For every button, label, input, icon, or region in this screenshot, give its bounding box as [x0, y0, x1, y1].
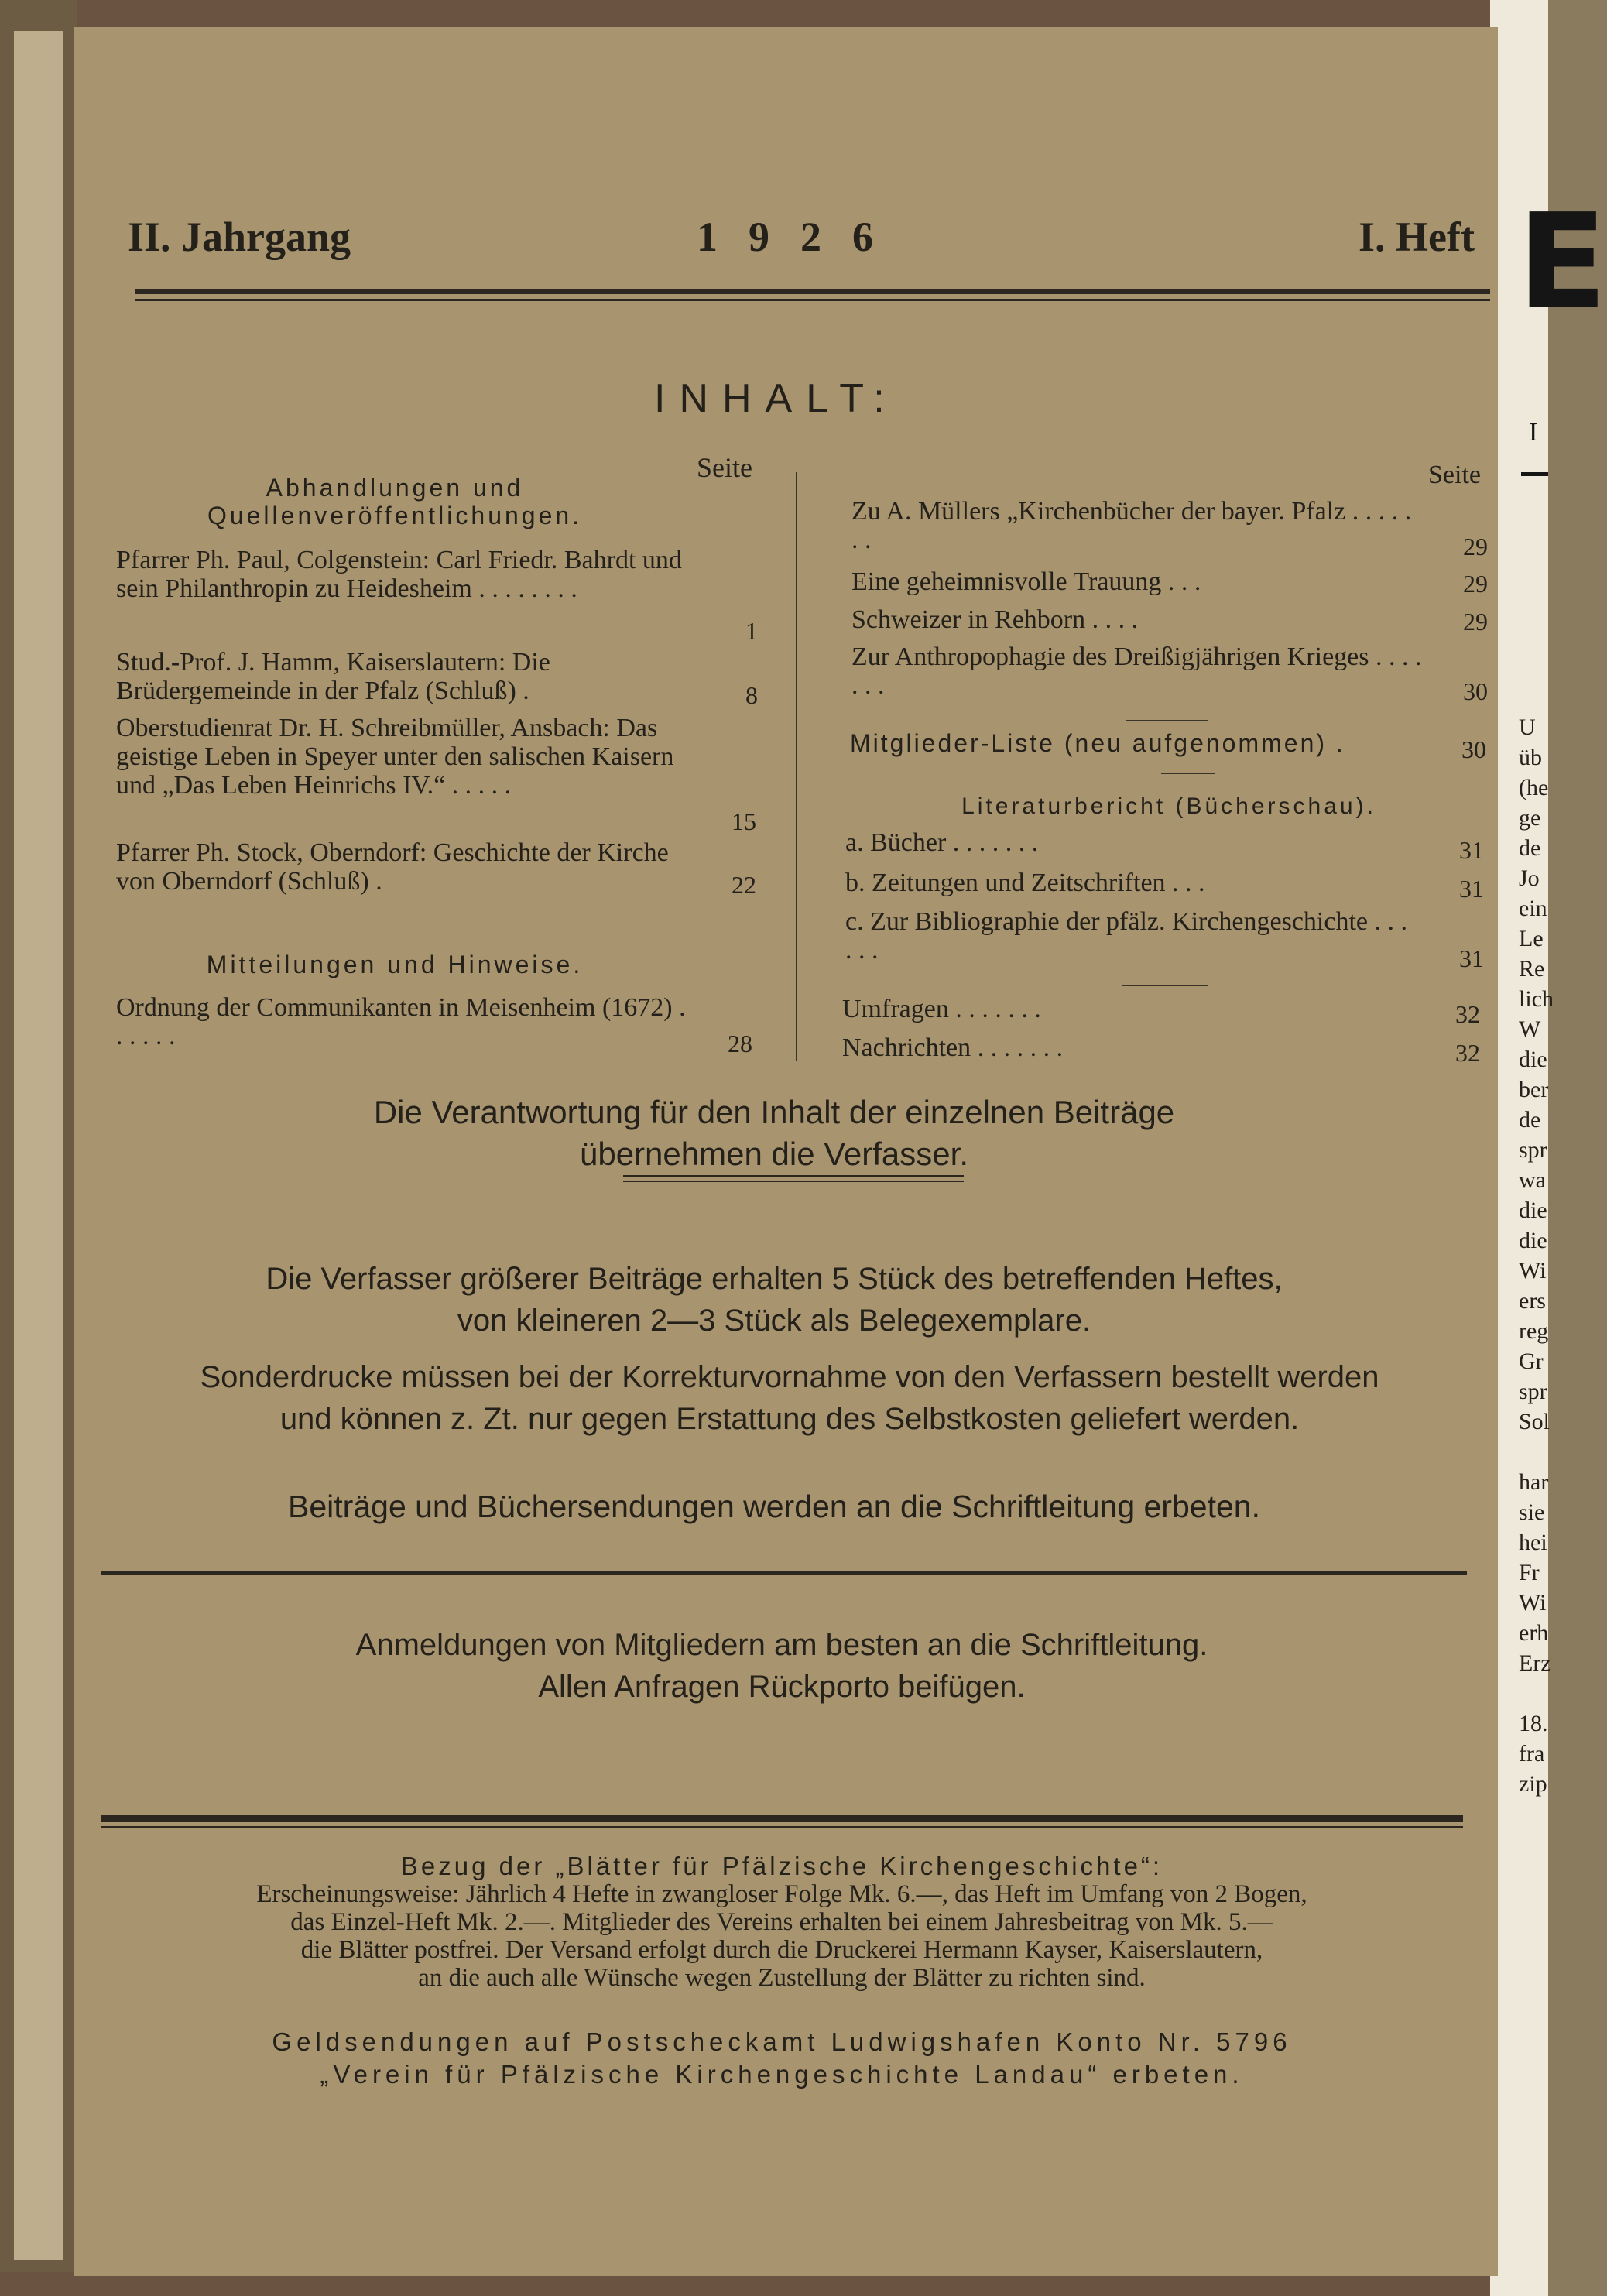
adjacent-page-fragment: sie — [1519, 1499, 1545, 1525]
notice-line: Allen Anfragen Rückporto beifügen. — [538, 1670, 1026, 1704]
toc-entry-title: Mitglieder-Liste (neu aufgenommen) . — [850, 729, 1345, 757]
subscription-line: die Blätter postfrei. Der Versand erfolgt durch die Druckerei Hermann Kayser, Kaiserslautern, — [300, 1936, 1263, 1964]
toc-entry-page: 22 — [732, 871, 756, 899]
toc-entry — [851, 497, 1424, 554]
adjacent-page-fragment: erh — [1519, 1620, 1549, 1646]
adjacent-page-fragment: üb — [1519, 745, 1542, 770]
short-rule — [1161, 773, 1215, 774]
decorative-rule — [623, 1175, 964, 1177]
toc-entry-title: c. Zur Bibliographie der pfälz. Kirchengeschichte . . . . . . — [845, 907, 1408, 965]
toc-entry-page: 30 — [1463, 677, 1488, 705]
adjacent-page-fragment: de — [1519, 835, 1541, 861]
toc-entry — [845, 907, 1418, 965]
notice-line: Anmeldungen von Mitgliedern am besten an die Schriftleitung. — [355, 1628, 1208, 1662]
adjacent-page-fragment: spr — [1519, 1137, 1547, 1163]
adjacent-page-fragment: Jo — [1519, 865, 1540, 891]
toc-entry-page: 8 — [745, 681, 758, 709]
notice-line: Sonderdrucke müssen bei der Korrekturvornahme von den Verfassern bestellt werden — [200, 1360, 1379, 1394]
toc-entry-title: a. Bücher . . . . . . . — [845, 828, 1039, 857]
notice-line: Die Verantwortung für den Inhalt der einzelnen Beiträge — [373, 1094, 1175, 1130]
toc-entry — [842, 995, 1415, 1023]
notice-line: Die Verfasser größerer Beiträge erhalten 5 Stück des betreffenden Heftes, — [266, 1262, 1283, 1296]
adjacent-page-fragment: Wi — [1519, 1258, 1547, 1283]
adjacent-page-fragment: Erz — [1519, 1650, 1551, 1676]
adjacent-page-text — [1519, 712, 1554, 1799]
adjacent-page-fragment: die — [1519, 1228, 1547, 1253]
adjacent-page-fragment: spr — [1519, 1379, 1547, 1404]
toc-entry-page: 1 — [745, 617, 758, 645]
toc-entry-page: 28 — [728, 1030, 752, 1057]
subscription-heading: Bezug der „Blätter für Pfälzische Kirchengeschichte“: — [400, 1852, 1163, 1880]
toc-entry — [851, 605, 1424, 634]
adjacent-page-fragment: W — [1519, 1016, 1541, 1042]
toc-entry-page: 29 — [1463, 608, 1488, 636]
toc-entry-title: Eine geheimnisvolle Trauung . . . — [851, 567, 1201, 596]
toc-entry-members — [850, 729, 1454, 758]
volume-label: II. Jahrgang — [128, 214, 351, 260]
header-rule-thin — [135, 299, 1490, 301]
section-heading-line: Abhandlungen und — [266, 474, 524, 502]
page-column-label-left: Seite — [697, 452, 752, 483]
adjacent-page-initial: E — [1517, 186, 1607, 339]
decorative-rule — [623, 1181, 964, 1182]
toc-entry — [116, 838, 689, 896]
section-heading-treatises — [116, 474, 673, 529]
adjacent-page-fragment: ein — [1519, 896, 1547, 921]
payment-line: Geldsendungen auf Postscheckamt Ludwigshafen Konto Nr. 5796 — [272, 2027, 1292, 2056]
adjacent-page-fragment: de — [1519, 1107, 1541, 1133]
column-divider — [796, 472, 797, 1061]
adjacent-page-fragment: (he — [1519, 775, 1549, 800]
responsibility-notice — [186, 1091, 1362, 1175]
adjacent-page-fragment — [1519, 1678, 1554, 1708]
toc-entry-page: 29 — [1463, 570, 1488, 598]
adjacent-page-fragment: har — [1519, 1469, 1549, 1495]
adjacent-page-fragment: ge — [1519, 805, 1541, 831]
page-column-label-right: Seite — [1428, 461, 1481, 489]
subscription-line: Erscheinungsweise: Jährlich 4 Hefte in zwangloser Folge Mk. 6.—, das Heft im Umfang von 2 Bogen, — [256, 1880, 1307, 1908]
toc-entry-page: 15 — [732, 807, 756, 835]
binding-top-band — [0, 0, 1548, 31]
adjacent-page-fragment: lich — [1519, 986, 1554, 1012]
notice-line: übernehmen die Verfasser. — [580, 1136, 968, 1172]
short-rule — [1122, 985, 1208, 986]
adjacent-page-fragment: fra — [1519, 1741, 1545, 1767]
notice-line: von kleineren 2—3 Stück als Belegexemplare. — [457, 1304, 1091, 1338]
toc-entry-page: 31 — [1459, 944, 1484, 972]
section-rule-thin — [101, 1826, 1463, 1828]
toc-entry-page: 31 — [1459, 836, 1484, 864]
adjacent-page-rule — [1521, 472, 1548, 476]
adjacent-page-fragment: ber — [1519, 1077, 1549, 1102]
toc-entry — [116, 648, 689, 705]
submissions-notice: Beiträge und Büchersendungen werden an die Schriftleitung erbeten. — [288, 1489, 1260, 1524]
toc-entry-title: Umfragen . . . . . . . — [842, 995, 1041, 1023]
toc-entry — [845, 828, 1418, 857]
toc-entry-page: 32 — [1455, 1000, 1480, 1028]
adjacent-page-fragment — [1519, 1437, 1554, 1467]
toc-entry — [116, 714, 704, 800]
issue-label: I. Heft — [1359, 214, 1475, 260]
short-rule — [1126, 720, 1208, 721]
adjacent-page-fragment: 18. — [1519, 1711, 1548, 1736]
adjacent-page-fragment: hei — [1519, 1530, 1547, 1555]
adjacent-page-fragment: die — [1519, 1198, 1547, 1223]
toc-entry — [845, 869, 1418, 897]
adjacent-page-fragment: Wi — [1519, 1590, 1547, 1616]
section-rule — [101, 1571, 1467, 1575]
toc-entry — [116, 993, 689, 1050]
adjacent-page-fragment: Re — [1519, 956, 1545, 982]
payment-block — [116, 2026, 1448, 2091]
membership-notice — [116, 1624, 1448, 1708]
toc-entry-title: Stud.-Prof. J. Hamm, Kaiserslautern: Die Brüdergemeinde in der Pfalz (Schluß) . — [116, 648, 550, 705]
toc-entry-title: Oberstudienrat Dr. H. Schreibmüller, Ansbach: Das geistige Leben in Speyer unter den salischen Kaisern und „Das Leben Heinrichs IV.“ . . . . . — [116, 714, 674, 800]
adjacent-page-fragment: Le — [1519, 926, 1544, 951]
adjacent-page-fragment: die — [1519, 1047, 1547, 1072]
toc-entry-page: 30 — [1461, 735, 1486, 763]
section-heading-literature: Literaturbericht (Bücherschau). — [961, 793, 1376, 819]
adjacent-page-fragment: Fr — [1519, 1560, 1540, 1585]
toc-entry — [851, 643, 1424, 700]
section-heading-notes: Mitteilungen und Hinweise. — [206, 951, 584, 978]
contents-title: INHALT: — [654, 376, 899, 421]
subscription-line: das Einzel-Heft Mk. 2.—. Mitglieder des Vereins erhalten bei einem Jahresbeitrag von Mk. 5.— — [290, 1908, 1273, 1936]
section-rule-heavy — [101, 1815, 1463, 1822]
offprints-notice — [101, 1356, 1479, 1440]
toc-entry-title: Pfarrer Ph. Paul, Colgenstein: Carl Friedr. Bahrdt und sein Philanthropin zu Heidesheim . . . . . . . . — [116, 546, 682, 603]
adjacent-page-fragment: reg — [1519, 1318, 1549, 1344]
subscription-block — [85, 1852, 1479, 1992]
header-rule — [135, 289, 1490, 294]
payment-line: „Verein für Pfälzische Kirchengeschichte Landau“ erbeten. — [320, 2060, 1244, 2089]
adjacent-page-fragment: zip — [1519, 1771, 1547, 1797]
toc-entry-title: Pfarrer Ph. Stock, Oberndorf: Geschichte der Kirche von Oberndorf (Schluß) . — [116, 838, 669, 896]
adjacent-page-fragment: ers — [1519, 1288, 1546, 1314]
toc-entry-page: 31 — [1459, 875, 1484, 903]
adjacent-page-fragment: Gr — [1519, 1348, 1544, 1374]
toc-entry-title: Zur Anthropophagie des Dreißigjährigen Krieges . . . . . . . — [851, 643, 1422, 700]
toc-entry-title: Ordnung der Communikanten in Meisenheim (1672) . . . . . . — [116, 993, 686, 1050]
toc-entry-page: 29 — [1463, 533, 1488, 560]
adjacent-page-fragment: wa — [1519, 1167, 1546, 1193]
toc-entry-title: Zu A. Müllers „Kirchenbücher der bayer. Pfalz . . . . . . . — [851, 497, 1412, 554]
page-edges — [14, 31, 63, 2260]
author-copies-notice — [116, 1258, 1432, 1342]
toc-entry — [851, 567, 1424, 596]
toc-entry — [842, 1033, 1415, 1062]
adjacent-page-letter: I — [1529, 418, 1538, 447]
toc-entry-page: 32 — [1455, 1039, 1480, 1067]
toc-entry-title: b. Zeitungen und Zeitschriften . . . — [845, 869, 1205, 897]
adjacent-page-fragment: U — [1519, 715, 1536, 740]
subscription-line: an die auch alle Wünsche wegen Zustellung der Blätter zu richten sind. — [418, 1964, 1146, 1992]
toc-entry-title: Nachrichten . . . . . . . — [842, 1033, 1064, 1062]
adjacent-page-fragment: Sol — [1519, 1409, 1550, 1434]
section-heading-line: Quellenveröffentlichungen. — [207, 502, 583, 529]
toc-entry — [116, 546, 704, 603]
year-label: 1926 — [697, 214, 904, 260]
notice-line: und können z. Zt. nur gegen Erstattung des Selbstkosten geliefert werden. — [279, 1402, 1300, 1436]
toc-entry-title: Schweizer in Rehborn . . . . — [851, 605, 1139, 634]
